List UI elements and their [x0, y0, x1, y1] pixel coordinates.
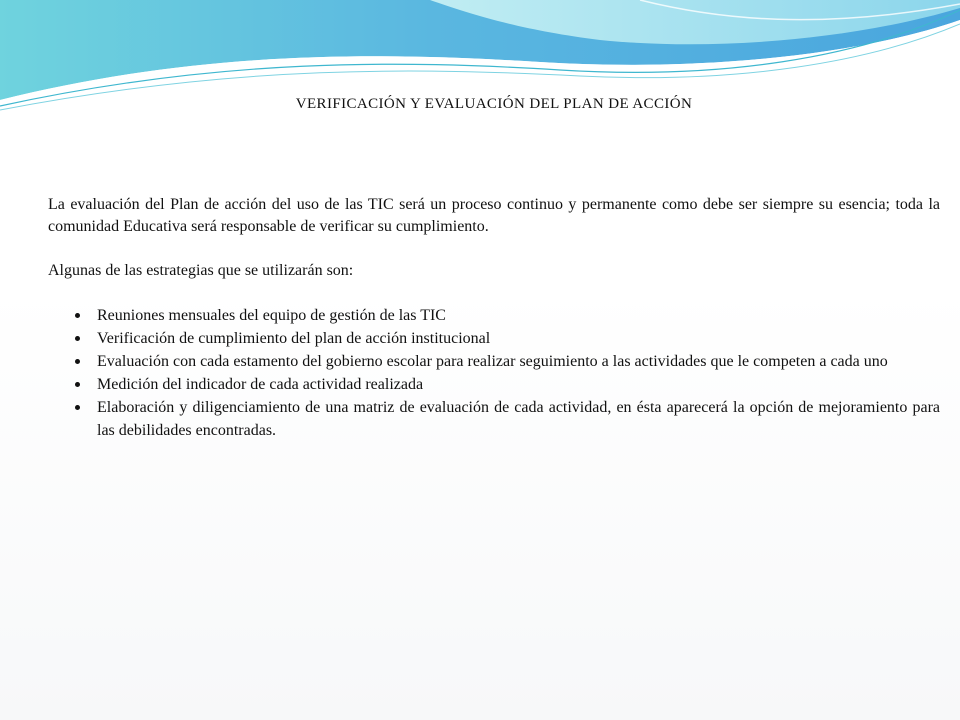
list-item-text: Medición del indicador de cada actividad realizada	[97, 376, 424, 393]
list-item	[48, 373, 940, 396]
bullet-icon	[75, 359, 80, 364]
bullet-icon	[75, 405, 80, 410]
bullet-icon	[75, 382, 80, 387]
list-item	[48, 304, 940, 327]
list-item-text: Reuniones mensuales del equipo de gestión de las TIC	[97, 307, 446, 324]
list-item	[48, 350, 940, 373]
list-item-text: Verificación de cumplimiento del plan de acción institucional	[97, 330, 491, 347]
strategies-lead: Algunas de las estrategias que se utilizarán son:	[48, 262, 354, 279]
bullet-icon	[75, 313, 80, 318]
list-item	[48, 327, 940, 350]
list-item-text: Evaluación con cada estamento del gobierno escolar para realizar seguimiento a las actividades que le competen a cada uno	[97, 353, 888, 370]
list-item-text: Elaboración y diligenciamiento de una matriz de evaluación de cada actividad, en ésta aparecerá la opción de mejoramiento para las debilidades encontradas.	[97, 399, 940, 439]
intro-paragraph: La evaluación del Plan de acción del uso de las TIC será un proceso continuo y permanente como debe ser siempre su esencia; toda la comunidad Educativa será responsable de verificar su cumplimiento.	[48, 196, 940, 235]
bullet-icon	[75, 336, 80, 341]
slide-body	[48, 194, 940, 442]
slide-title: VERIFICACIÓN Y EVALUACIÓN DEL PLAN DE ACCIÓN	[295, 96, 693, 112]
list-item	[48, 396, 940, 442]
strategies-list	[48, 304, 940, 442]
